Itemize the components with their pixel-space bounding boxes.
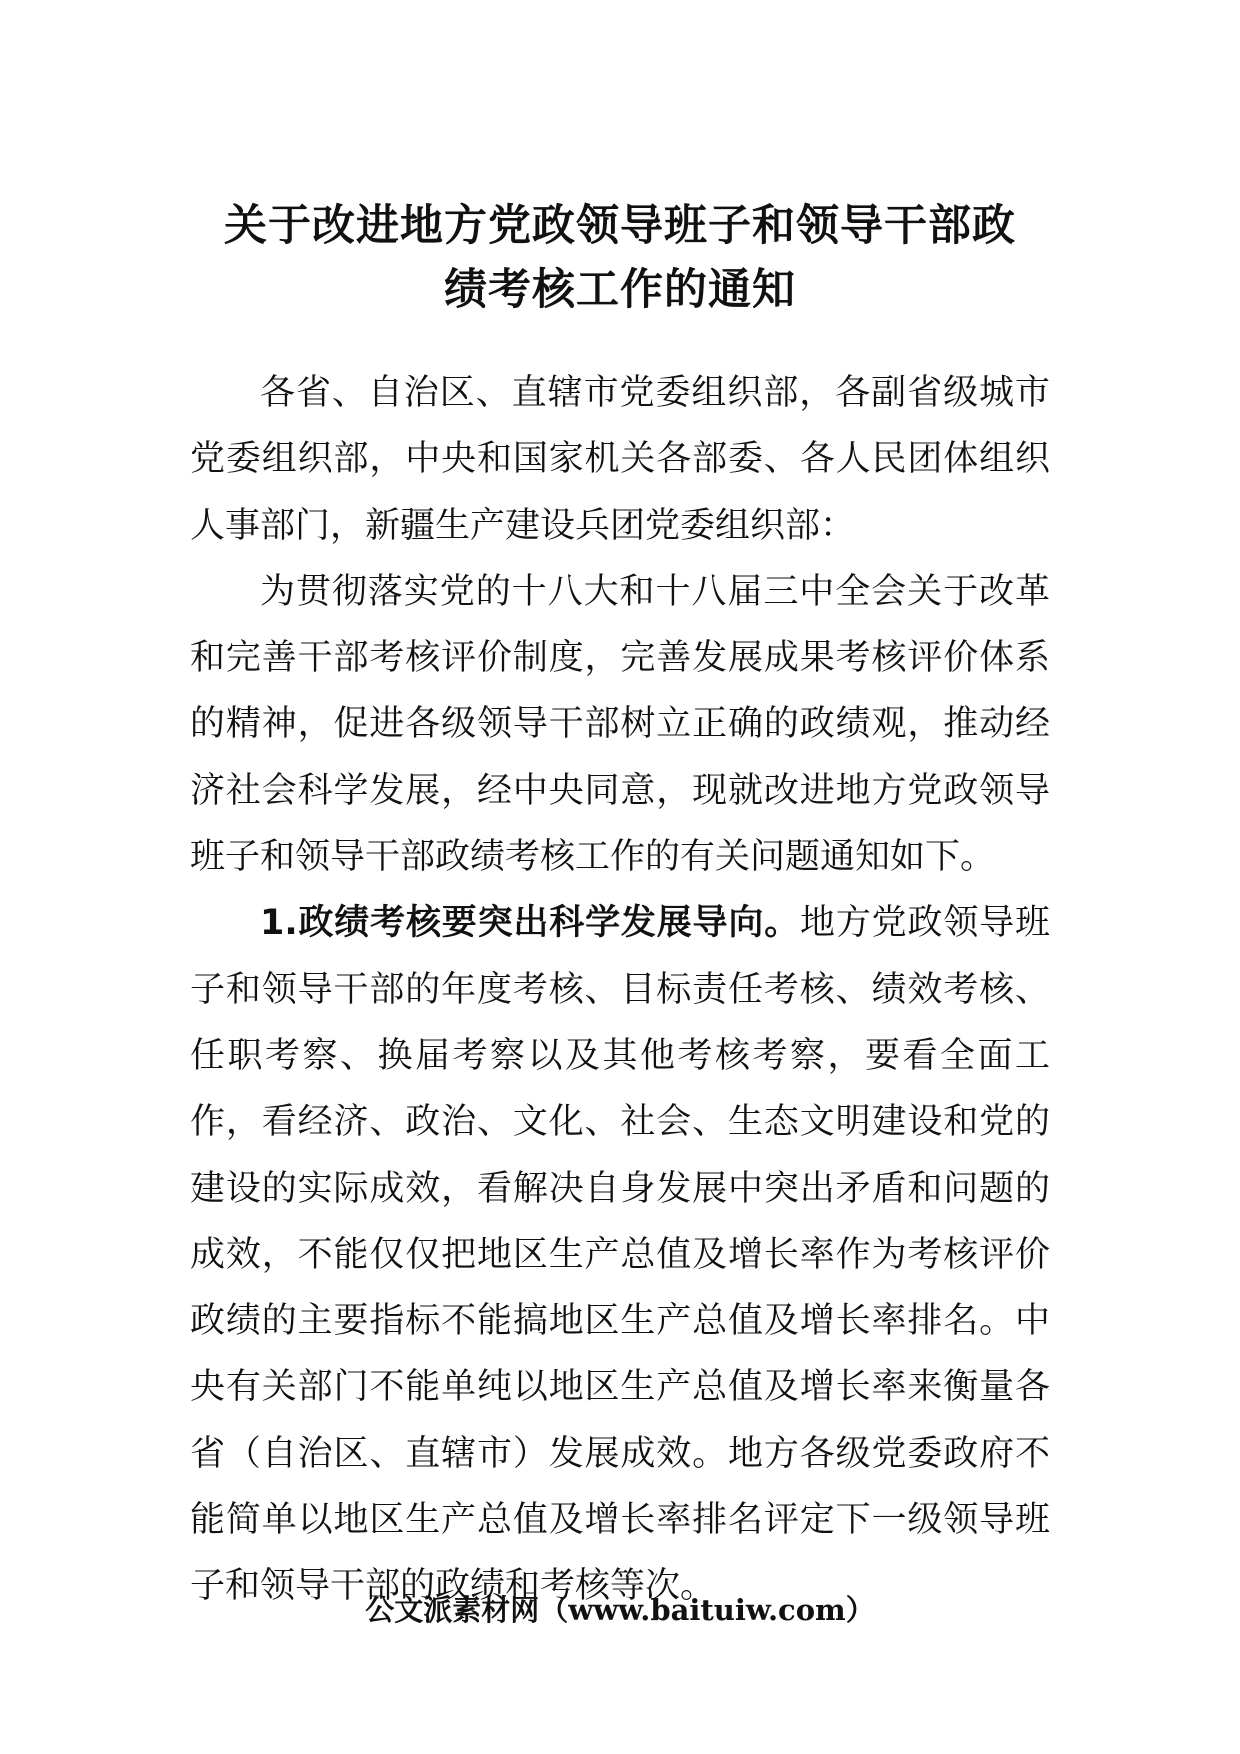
intro-paragraph: 为贯彻落实党的十八大和十八届三中全会关于改革和完善干部考核评价制度，完善发展成果考核评价体系的精神，促进各级领导干部树立正确的政绩观，推动经济社会科学发展，经中央同意，现就改进地方党政领导班子和领导干部政绩考核工作的有关问题通知如下。 [190,571,1050,878]
document-body [190,360,1050,1620]
title-line-2: 绩考核工作的通知 [444,265,796,315]
salutation-paragraph: 各省、自治区、直辖市党委组织部，各副省级城市党委组织部，中央和国家机关各部委、各人民团体组织人事部门，新疆生产建设兵团党委组织部： [190,373,1050,546]
title-line-1: 关于改进地方党政领导班子和领导干部政 [224,201,1016,251]
document-title [160,194,1080,322]
section-1-paragraph [190,890,1050,1619]
section-1-text: 地方党政领导班子和领导干部的年度考核、目标责任考核、绩效考核、任职考察、换届考察以及其他考核考察，要看全面工作，看经济、政治、文化、社会、生态文明建设和党的建设的实际成效，看解决自身发展中突出矛盾和问题的成效，不能仅仅把地区生产总值及增长率作为考核评价政绩的主要指标不能搞地区生产总值及增长率排名。中央有关部门不能单纯以地区生产总值及增长率来衡量各省（自治区、直辖市）发展成效。地方各级党委政府不能简单以地区生产总值及增长率排名评定下一级领导班子和领导干部的政绩和考核等次。 [190,903,1050,1607]
section-1-heading: 1.政绩考核要突出科学发展导向。 [260,903,801,944]
footer-source: 公文派素材网（www.baituiw.com） [365,1593,875,1627]
